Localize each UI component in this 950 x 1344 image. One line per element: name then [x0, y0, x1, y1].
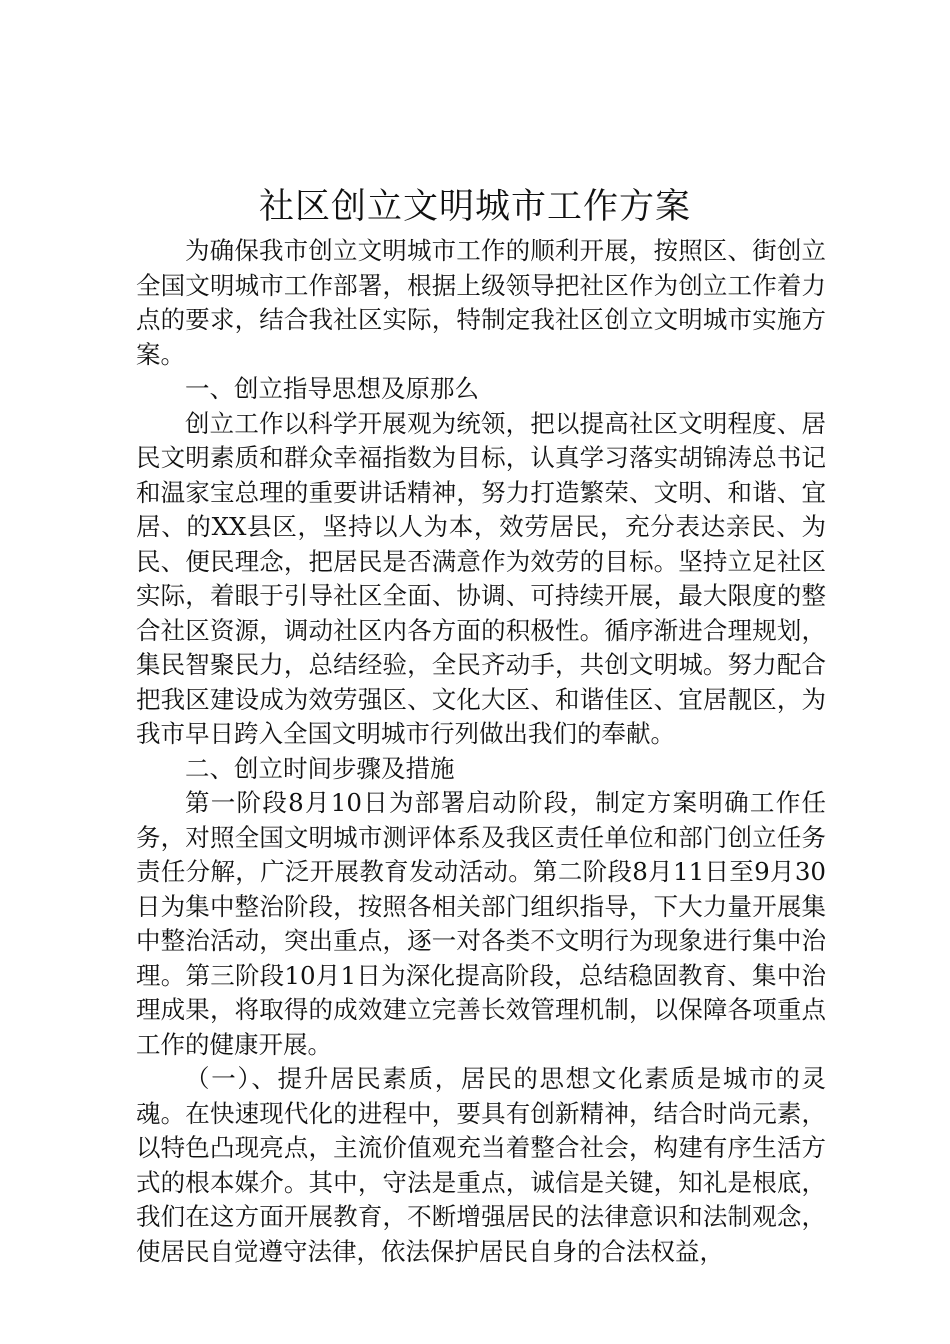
paragraph-guiding-principles: 创立工作以科学开展观为统领，把以提高社区文明程度、居民文明素质和群众幸福指数为目标，认真学习落实胡锦涛总书记和温家宝总理的重要讲话精神，努力打造繁荣、文明、和谐、宜居、的XX县区，坚持以人为本，效劳居民，充分表达亲民、为民、便民理念，把居民是否满意作为效劳的目标。坚持立足社区实际，着眼于引导社区全面、协调、可持续开展，最大限度的整合社区资源，调动社区内各方面的积极性。循序渐进合理规划，集民智聚民力，总结经验，全民齐动手，共创文明城。努力配合把我区建设成为效劳强区、文化大区、和谐佳区、宜居靓区，为我市早日跨入全国文明城市行列做出我们的奉献。: [136, 408, 826, 748]
paragraph-intro: 为确保我市创立文明城市工作的顺利开展，按照区、街创立全国文明城市工作部署，根据上级领导把社区作为创立工作着力点的要求，结合我社区实际，特制定我社区创立文明城市实施方案。: [136, 236, 826, 369]
paragraph-schedule: 第一阶段8月10日为部署启动阶段，制定方案明确工作任务，对照全国文明城市测评体系及我区责任单位和部门创立任务责任分解，广泛开展教育发动活动。第二阶段8月11日至9月30日为集中整治阶段，按照各相关部门组织指导，下大力量开展集中整治活动，突出重点，逐一对各类不文明行为现象进行集中治理。第三阶段10月1日为深化提高阶段，总结稳固教育、集中治理成果，将取得的成效建立完善长效管理机制，以保障各项重点工作的健康开展。: [136, 788, 826, 1059]
document-title: 社区创立文明城市工作方案: [258, 187, 691, 227]
section-heading-1: 一、创立指导思想及原那么: [185, 374, 479, 403]
paragraph-resident-quality: （一）、提升居民素质，居民的思想文化素质是城市的灵魂。在快速现代化的进程中，要具有创新精神，结合时尚元素，以特色凸现亮点，主流价值观充当着整合社会，构建有序生活方式的根本媒介。其中，守法是重点，诚信是关键，知礼是根底，我们在这方面开展教育，不断增强居民的法律意识和法制观念，使居民自觉遵守法律，依法保护居民自身的合法权益，: [136, 1064, 826, 1266]
document-body: [136, 234, 826, 1269]
section-heading-2: 二、创立时间步骤及措施: [185, 753, 455, 783]
